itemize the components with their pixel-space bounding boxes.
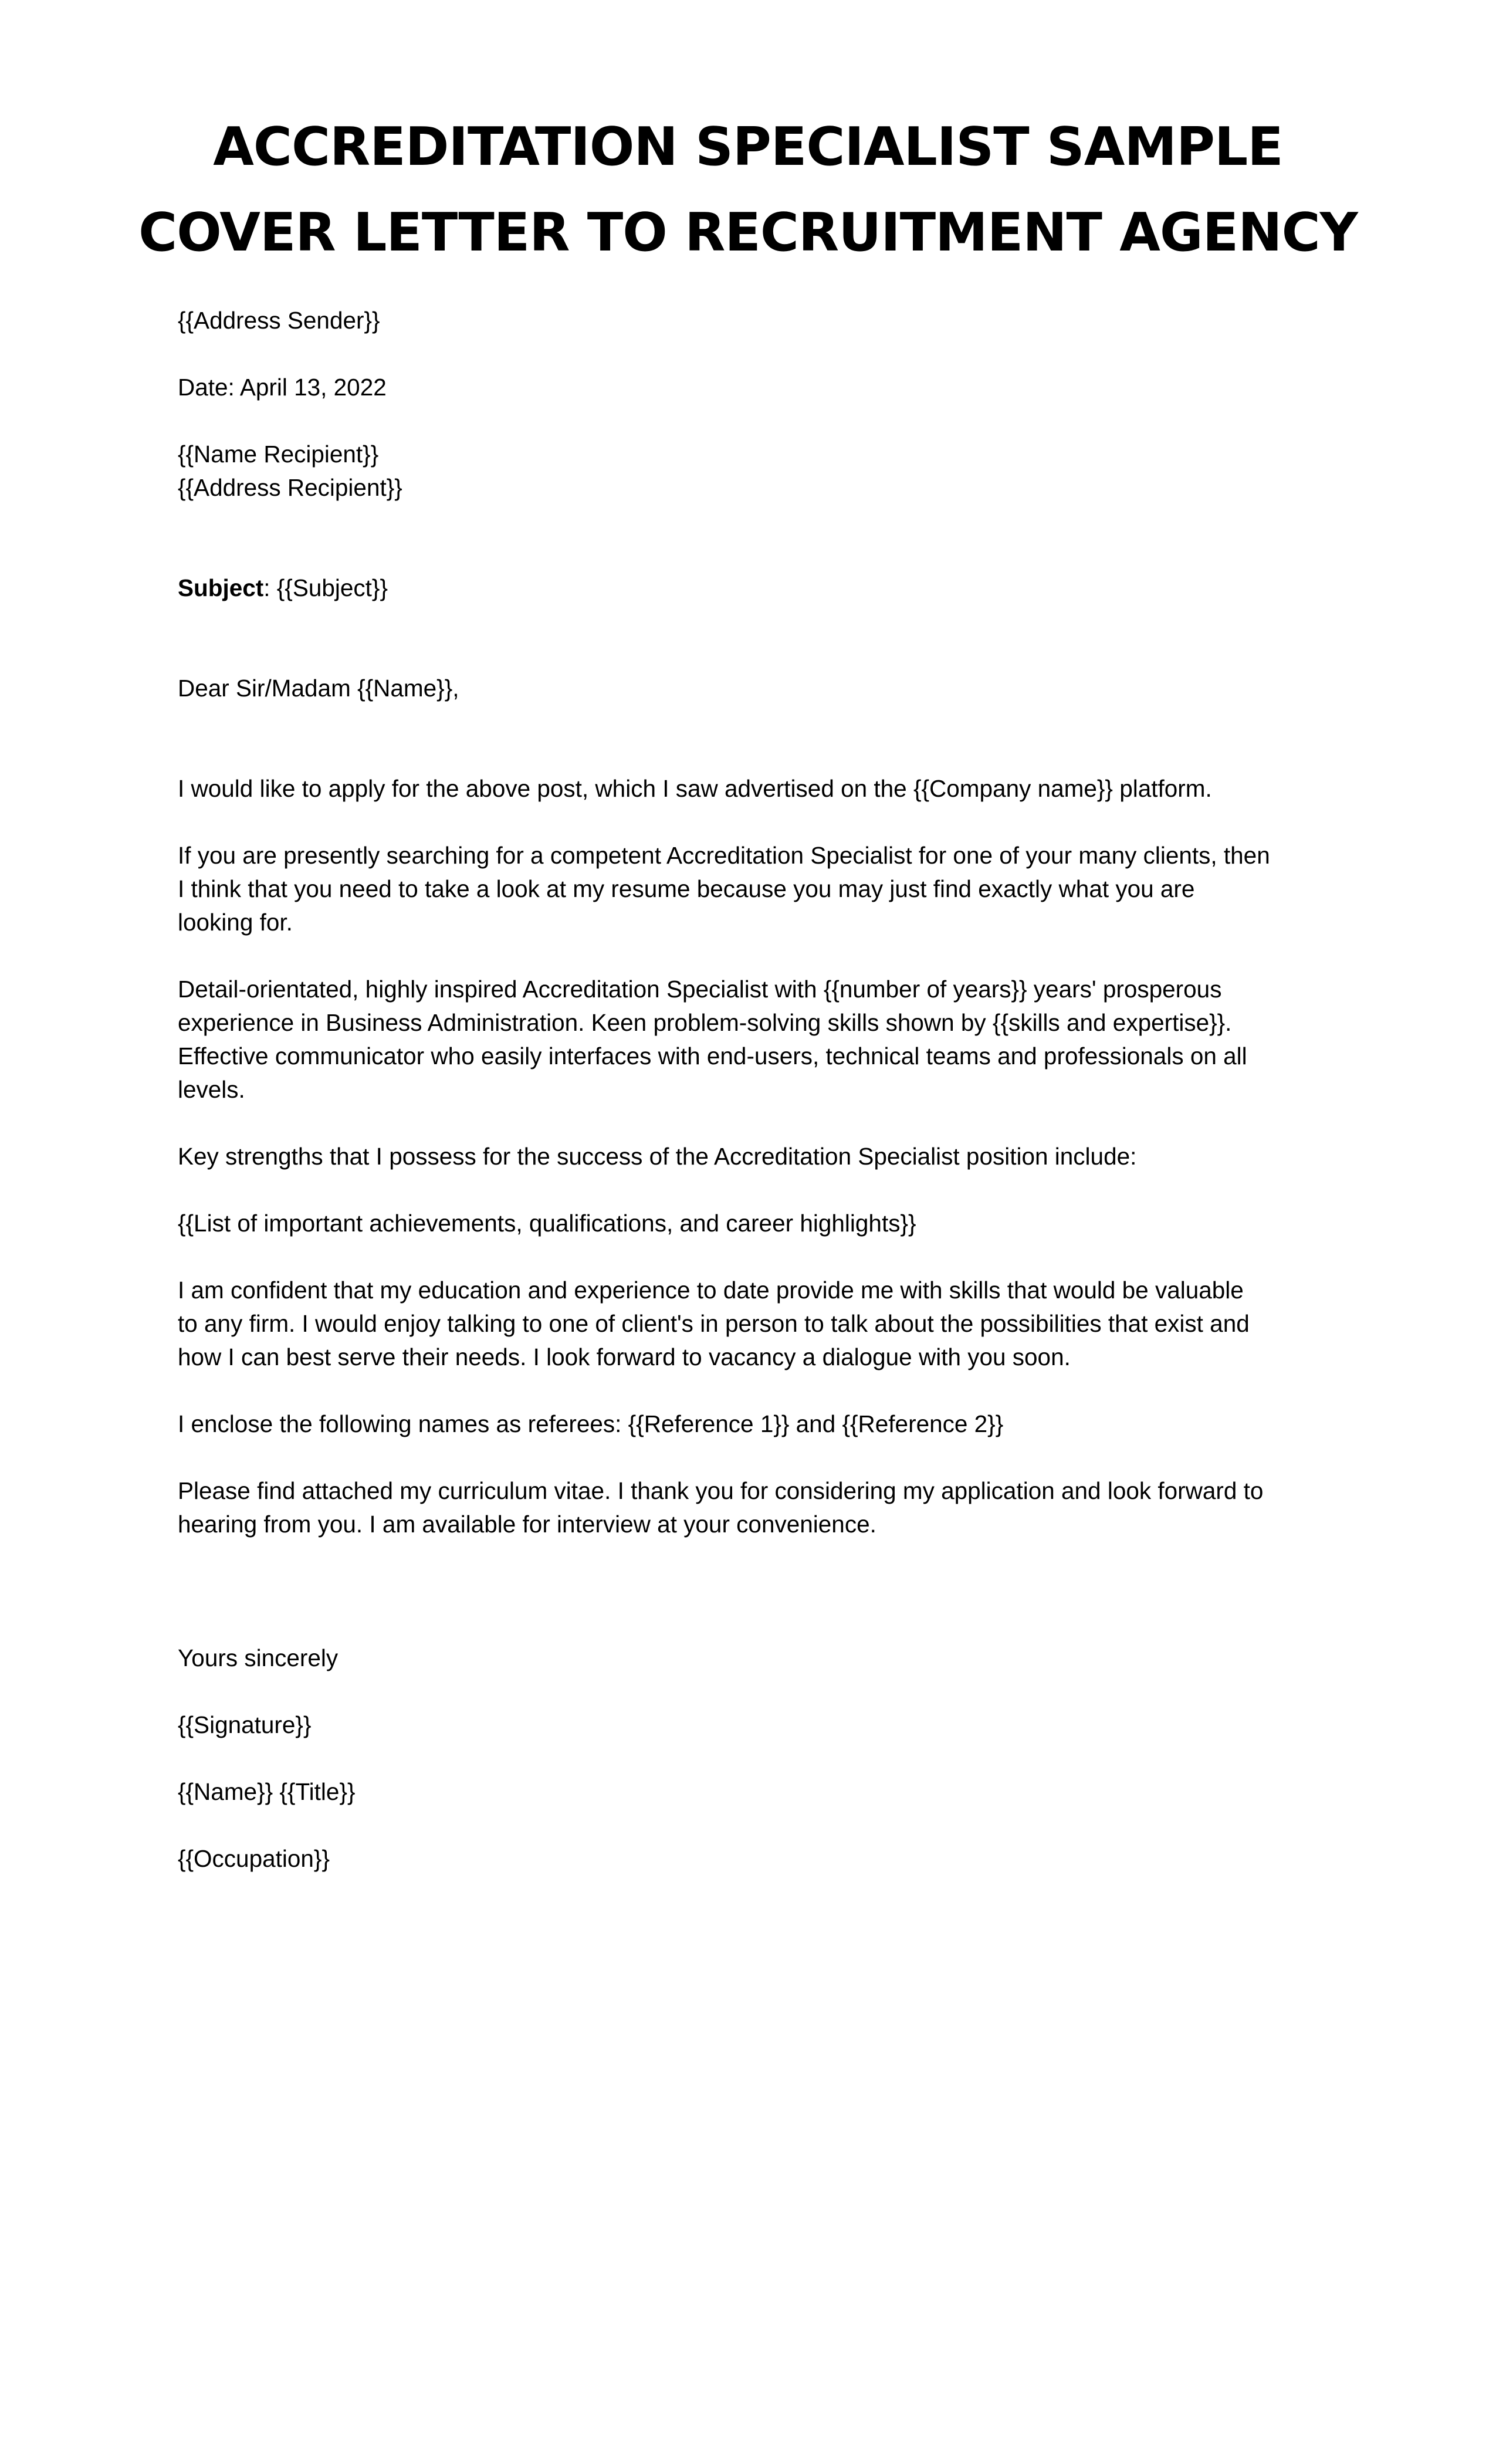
paragraph-2 xyxy=(178,839,1351,939)
recipient-name: {{Name Recipient}} xyxy=(178,441,379,468)
paragraph-8-line: hearing from you. I am available for interview at your convenience. xyxy=(178,1511,876,1538)
paragraph-3 xyxy=(178,973,1351,1106)
paragraph-1: I would like to apply for the above post, which I saw advertised on the {{Company name}} platform. xyxy=(178,775,1212,802)
closing: Yours sincerely xyxy=(178,1644,339,1671)
paragraph-3-line: experience in Business Administration. Keen problem-solving skills shown by {{skills and expertise}}. xyxy=(178,1009,1232,1036)
paragraph-4: Key strengths that I possess for the success of the Accreditation Specialist position include: xyxy=(178,1143,1137,1170)
subject-label: Subject xyxy=(178,574,264,601)
paragraph-3-line: levels. xyxy=(178,1076,245,1103)
paragraph-8-line: Please find attached my curriculum vitae. I thank you for considering my application and look forward to xyxy=(178,1477,1264,1504)
paragraph-2-line: If you are presently searching for a competent Accreditation Specialist for one of your many clients, then xyxy=(178,842,1270,869)
title-line-1: ACCREDITATION SPECIALIST SAMPLE xyxy=(213,116,1283,178)
subject-value: : {{Subject}} xyxy=(263,574,388,601)
paragraph-6 xyxy=(178,1274,1351,1374)
paragraph-7: I enclose the following names as referees: {{Reference 1}} and {{Reference 2}} xyxy=(178,1410,1004,1437)
paragraph-3-line: Effective communicator who easily interfaces with end-users, technical teams and professionals on all xyxy=(178,1043,1247,1069)
letter-body xyxy=(178,304,1351,1909)
occupation: {{Occupation}} xyxy=(178,1845,330,1872)
subject-line xyxy=(178,571,1351,605)
paragraph-5: {{List of important achievements, qualifications, and career highlights}} xyxy=(178,1210,916,1237)
paragraph-6-line: to any firm. I would enjoy talking to one of client's in person to talk about the possibilities that exist and xyxy=(178,1310,1250,1337)
paragraph-6-line: I am confident that my education and experience to date provide me with skills that would be valuable xyxy=(178,1277,1244,1304)
paragraph-2-line: looking for. xyxy=(178,909,293,936)
document-title xyxy=(117,104,1379,276)
recipient-address: {{Address Recipient}} xyxy=(178,474,402,501)
paragraph-8 xyxy=(178,1474,1351,1541)
paragraph-3-line: Detail-orientated, highly inspired Accreditation Specialist with {{number of years}} years' prosperous xyxy=(178,976,1222,1003)
title-line-2: COVER LETTER TO RECRUITMENT AGENCY xyxy=(138,202,1358,263)
salutation: Dear Sir/Madam {{Name}}, xyxy=(178,675,459,702)
recipient-block xyxy=(178,438,1351,505)
name-title: {{Name}} {{Title}} xyxy=(178,1778,356,1805)
paragraph-2-line: I think that you need to take a look at my resume because you may just find exactly what you are xyxy=(178,875,1195,902)
signature: {{Signature}} xyxy=(178,1711,312,1738)
letter-date: Date: April 13, 2022 xyxy=(178,374,387,401)
paragraph-6-line: how I can best serve their needs. I look forward to vacancy a dialogue with you soon. xyxy=(178,1343,1071,1370)
sender-address: {{Address Sender}} xyxy=(178,307,380,334)
